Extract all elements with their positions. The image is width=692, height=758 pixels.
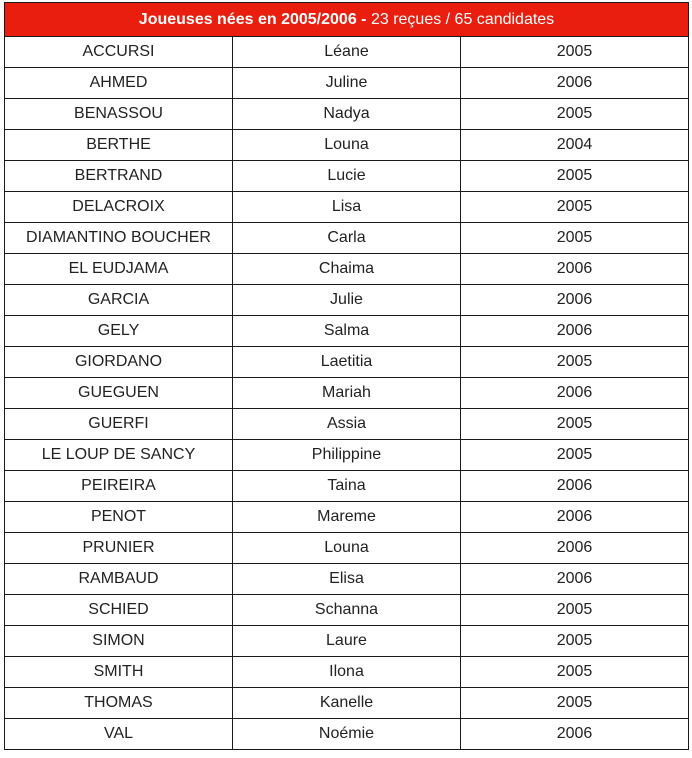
birth-year-cell: 2005 xyxy=(461,347,689,378)
first-name-cell: Louna xyxy=(233,130,461,161)
first-name-cell: Elisa xyxy=(233,564,461,595)
last-name-cell: GIORDANO xyxy=(5,347,233,378)
last-name-cell: BERTHE xyxy=(5,130,233,161)
first-name-cell: Salma xyxy=(233,316,461,347)
table-row xyxy=(5,564,689,595)
birth-year-cell: 2005 xyxy=(461,161,689,192)
first-name-cell: Philippine xyxy=(233,440,461,471)
last-name-cell: PRUNIER xyxy=(5,533,233,564)
table-row xyxy=(5,285,689,316)
first-name-cell: Louna xyxy=(233,533,461,564)
first-name-cell: Chaima xyxy=(233,254,461,285)
table-row xyxy=(5,688,689,719)
birth-year-cell: 2006 xyxy=(461,719,689,750)
table-title-bold: Joueuses nées en 2005/2006 - xyxy=(138,10,367,28)
header-row xyxy=(5,3,689,37)
birth-year-cell: 2006 xyxy=(461,285,689,316)
first-name-cell: Léane xyxy=(233,37,461,68)
first-name-cell: Kanelle xyxy=(233,688,461,719)
table-row xyxy=(5,595,689,626)
first-name-cell: Julie xyxy=(233,285,461,316)
table-row xyxy=(5,347,689,378)
last-name-cell: AHMED xyxy=(5,68,233,99)
first-name-cell: Ilona xyxy=(233,657,461,688)
table-title-rest: 23 reçues / 65 candidates xyxy=(366,10,555,28)
birth-year-cell: 2005 xyxy=(461,657,689,688)
players-table-container xyxy=(4,2,688,750)
birth-year-cell: 2005 xyxy=(461,440,689,471)
first-name-cell: Mariah xyxy=(233,378,461,409)
birth-year-cell: 2006 xyxy=(461,316,689,347)
birth-year-cell: 2006 xyxy=(461,533,689,564)
last-name-cell: SIMON xyxy=(5,626,233,657)
birth-year-cell: 2006 xyxy=(461,378,689,409)
last-name-cell: GUERFI xyxy=(5,409,233,440)
birth-year-cell: 2006 xyxy=(461,254,689,285)
table-row xyxy=(5,378,689,409)
birth-year-cell: 2004 xyxy=(461,130,689,161)
last-name-cell: BERTRAND xyxy=(5,161,233,192)
table-title xyxy=(5,3,689,37)
table-row xyxy=(5,223,689,254)
last-name-cell: GARCIA xyxy=(5,285,233,316)
last-name-cell: RAMBAUD xyxy=(5,564,233,595)
birth-year-cell: 2005 xyxy=(461,688,689,719)
table-row xyxy=(5,192,689,223)
players-table xyxy=(4,2,689,750)
first-name-cell: Juline xyxy=(233,68,461,99)
birth-year-cell: 2006 xyxy=(461,68,689,99)
last-name-cell: SCHIED xyxy=(5,595,233,626)
birth-year-cell: 2006 xyxy=(461,502,689,533)
table-row xyxy=(5,161,689,192)
last-name-cell: BENASSOU xyxy=(5,99,233,130)
table-row xyxy=(5,657,689,688)
birth-year-cell: 2005 xyxy=(461,192,689,223)
last-name-cell: ACCURSI xyxy=(5,37,233,68)
birth-year-cell: 2005 xyxy=(461,223,689,254)
first-name-cell: Laure xyxy=(233,626,461,657)
table-row xyxy=(5,130,689,161)
table-row xyxy=(5,471,689,502)
birth-year-cell: 2005 xyxy=(461,595,689,626)
last-name-cell: PENOT xyxy=(5,502,233,533)
last-name-cell: GELY xyxy=(5,316,233,347)
last-name-cell: VAL xyxy=(5,719,233,750)
table-row xyxy=(5,719,689,750)
first-name-cell: Carla xyxy=(233,223,461,254)
first-name-cell: Nadya xyxy=(233,99,461,130)
last-name-cell: THOMAS xyxy=(5,688,233,719)
birth-year-cell: 2006 xyxy=(461,471,689,502)
birth-year-cell: 2005 xyxy=(461,626,689,657)
first-name-cell: Taina xyxy=(233,471,461,502)
birth-year-cell: 2005 xyxy=(461,409,689,440)
last-name-cell: SMITH xyxy=(5,657,233,688)
table-row xyxy=(5,626,689,657)
first-name-cell: Laetitia xyxy=(233,347,461,378)
table-row xyxy=(5,99,689,130)
table-row xyxy=(5,37,689,68)
last-name-cell: PEIREIRA xyxy=(5,471,233,502)
birth-year-cell: 2006 xyxy=(461,564,689,595)
last-name-cell: LE LOUP DE SANCY xyxy=(5,440,233,471)
birth-year-cell: 2005 xyxy=(461,99,689,130)
table-row xyxy=(5,440,689,471)
first-name-cell: Noémie xyxy=(233,719,461,750)
table-row xyxy=(5,68,689,99)
table-body xyxy=(5,37,689,750)
first-name-cell: Assia xyxy=(233,409,461,440)
first-name-cell: Lucie xyxy=(233,161,461,192)
table-row xyxy=(5,254,689,285)
table-row xyxy=(5,502,689,533)
last-name-cell: GUEGUEN xyxy=(5,378,233,409)
birth-year-cell: 2005 xyxy=(461,37,689,68)
first-name-cell: Lisa xyxy=(233,192,461,223)
first-name-cell: Schanna xyxy=(233,595,461,626)
last-name-cell: EL EUDJAMA xyxy=(5,254,233,285)
table-row xyxy=(5,409,689,440)
last-name-cell: DELACROIX xyxy=(5,192,233,223)
last-name-cell: DIAMANTINO BOUCHER xyxy=(5,223,233,254)
table-row xyxy=(5,316,689,347)
first-name-cell: Mareme xyxy=(233,502,461,533)
table-row xyxy=(5,533,689,564)
